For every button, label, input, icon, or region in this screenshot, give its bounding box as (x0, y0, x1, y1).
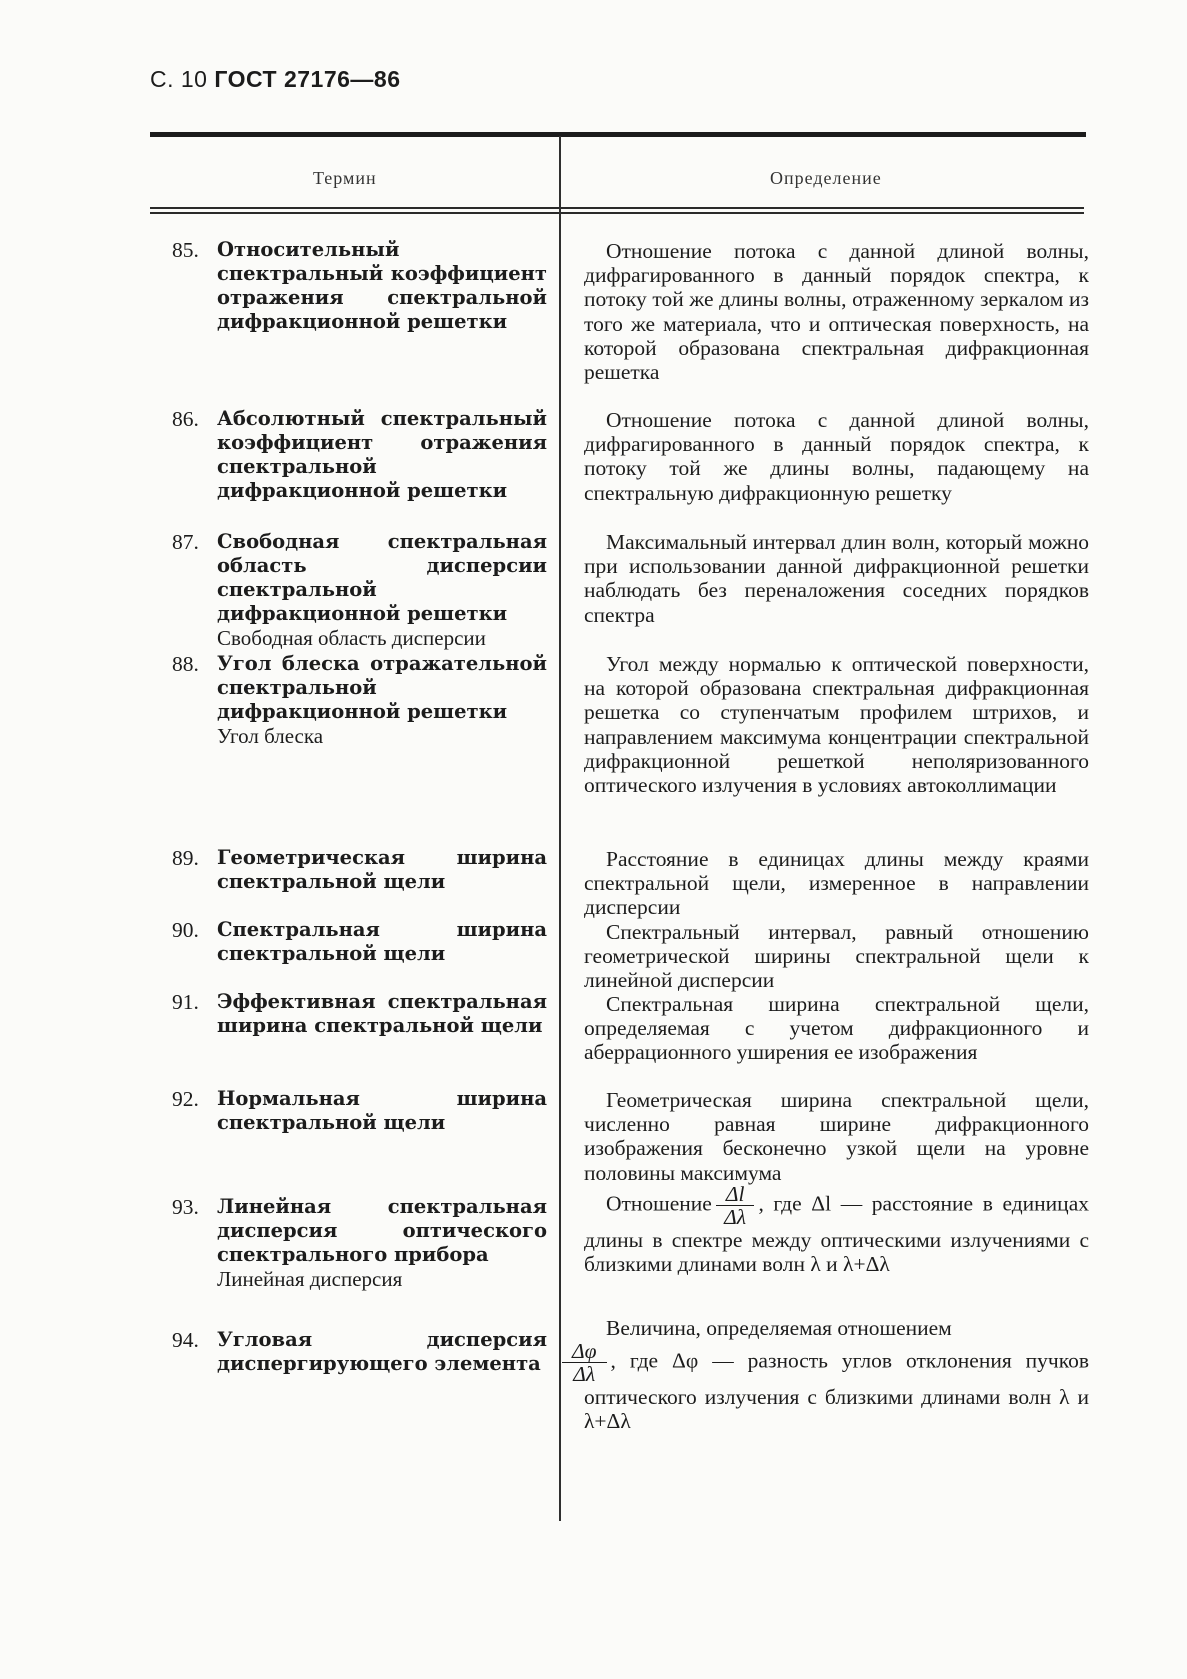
definition-94 (572, 1316, 1089, 1434)
header-rule (150, 207, 1084, 209)
fraction (716, 1183, 755, 1228)
term-93 (172, 1195, 547, 1291)
definition-87: Максимальный интервал длин волн, который можно при использовании данной дифракционной решетки наблюдать без переналожения соседних порядков спектра (584, 530, 1089, 627)
term-text: Угол блеска отражательной спектральной дифракционной решетки (217, 652, 547, 723)
page-header (150, 66, 401, 93)
definition-93 (584, 1183, 1089, 1276)
term-synonym: Свободная область дисперсии (217, 626, 486, 650)
term-number: 85. (172, 238, 199, 262)
term-91 (172, 990, 547, 1038)
fraction-numerator: Δl (716, 1183, 755, 1206)
definition-88: Угол между нормалью к оптической поверхности, на которой образована спектральная дифракционная решетка со ступенчатым профилем штрихов, и направлением максимума концентрации спектральной дифракционной решеткой неполяризованного оптического излучения в условиях автоколлимации (584, 652, 1089, 798)
standard-code: ГОСТ 27176—86 (214, 66, 401, 92)
term-text: Нормальная ширина спектральной щели (217, 1087, 547, 1134)
term-text: Геометрическая ширина спектральной щели (217, 846, 547, 893)
term-number: 92. (172, 1087, 199, 1111)
definition-89: Расстояние в единицах длины между краями спектральной щели, измеренное в направлении дисперсии (584, 847, 1089, 920)
fraction (562, 1340, 607, 1385)
term-text: Относительный спектральный коэффициент отражения спектральной дифракционной решетки (217, 238, 547, 333)
term-94 (172, 1328, 547, 1376)
term-number: 88. (172, 652, 199, 676)
term-88 (172, 652, 547, 748)
term-92 (172, 1087, 547, 1135)
term-number: 87. (172, 530, 199, 554)
fraction-numerator: Δφ (562, 1340, 607, 1363)
definition-92: Геометрическая ширина спектральной щели, численно равная ширине дифракционного изображения бесконечно узкой щели на уровне половины максимума (584, 1088, 1089, 1185)
term-number: 86. (172, 407, 199, 431)
definition-90: Спектральный интервал, равный отношению геометрической ширины спектральной щели к линейной дисперсии (584, 920, 1089, 993)
term-86 (172, 407, 547, 503)
term-text: Спектральная ширина спектральной щели (217, 918, 547, 965)
term-89 (172, 846, 547, 894)
term-85 (172, 238, 547, 334)
table-top-rule (150, 132, 1086, 137)
term-number: 93. (172, 1195, 199, 1219)
definition-86: Отношение потока с данной длиной волны, дифрагированного в данный порядок спектра, к потоку той же длины волны, падающему на спектральную дифракционную решетку (584, 408, 1089, 505)
term-synonym: Линейная дисперсия (217, 1267, 403, 1291)
term-87 (172, 530, 547, 650)
term-90 (172, 918, 547, 966)
term-text: Абсолютный спектральный коэффициент отражения спектральной дифракционной решетки (217, 407, 547, 502)
definition-91: Спектральная ширина спектральной щели, определяемая с учетом дифракционного и аберрационного уширения ее изображения (584, 992, 1089, 1065)
fraction-denominator: Δλ (724, 1205, 747, 1229)
term-number: 94. (172, 1328, 199, 1352)
column-header-definition: Определение (770, 168, 882, 188)
definition-rest: , где Δφ — разность углов отклонения пучков оптического излучения с близкими длинами волн λ и λ+Δλ (584, 1348, 1089, 1434)
column-divider (559, 136, 561, 1521)
header-rule (150, 212, 1084, 214)
term-synonym: Угол блеска (217, 724, 324, 748)
fraction-denominator: Δλ (573, 1362, 596, 1387)
definition-lead: Отношение (606, 1191, 712, 1216)
column-header-term: Термин (313, 168, 377, 188)
page-number: С. 10 (150, 66, 208, 92)
term-text: Эффективная спектральная ширина спектральной щели (217, 990, 547, 1037)
definition-lead: Величина, определяемая отношением (606, 1316, 952, 1340)
term-number: 91. (172, 990, 199, 1014)
term-number: 89. (172, 846, 199, 870)
term-text: Свободная спектральная область дисперсии спектральной дифракционной решетки (217, 530, 547, 625)
definition-85: Отношение потока с данной длиной волны, дифрагированного в данный порядок спектра, к потоку той же длины волны, отраженному зеркалом из того же материала, что и оптическая поверхность, на которой образована спектральная дифракционная решетка (584, 239, 1089, 385)
term-number: 90. (172, 918, 199, 942)
definition-rest: , где Δl — расстояние в единицах длины в спектре между оптическими излучениями с близкими длинами волн λ и λ+Δλ (584, 1191, 1089, 1277)
term-text: Линейная спектральная дисперсия оптического спектрального прибора (217, 1195, 547, 1266)
term-text: Угловая дисперсия диспергирующего элемента (217, 1328, 547, 1375)
